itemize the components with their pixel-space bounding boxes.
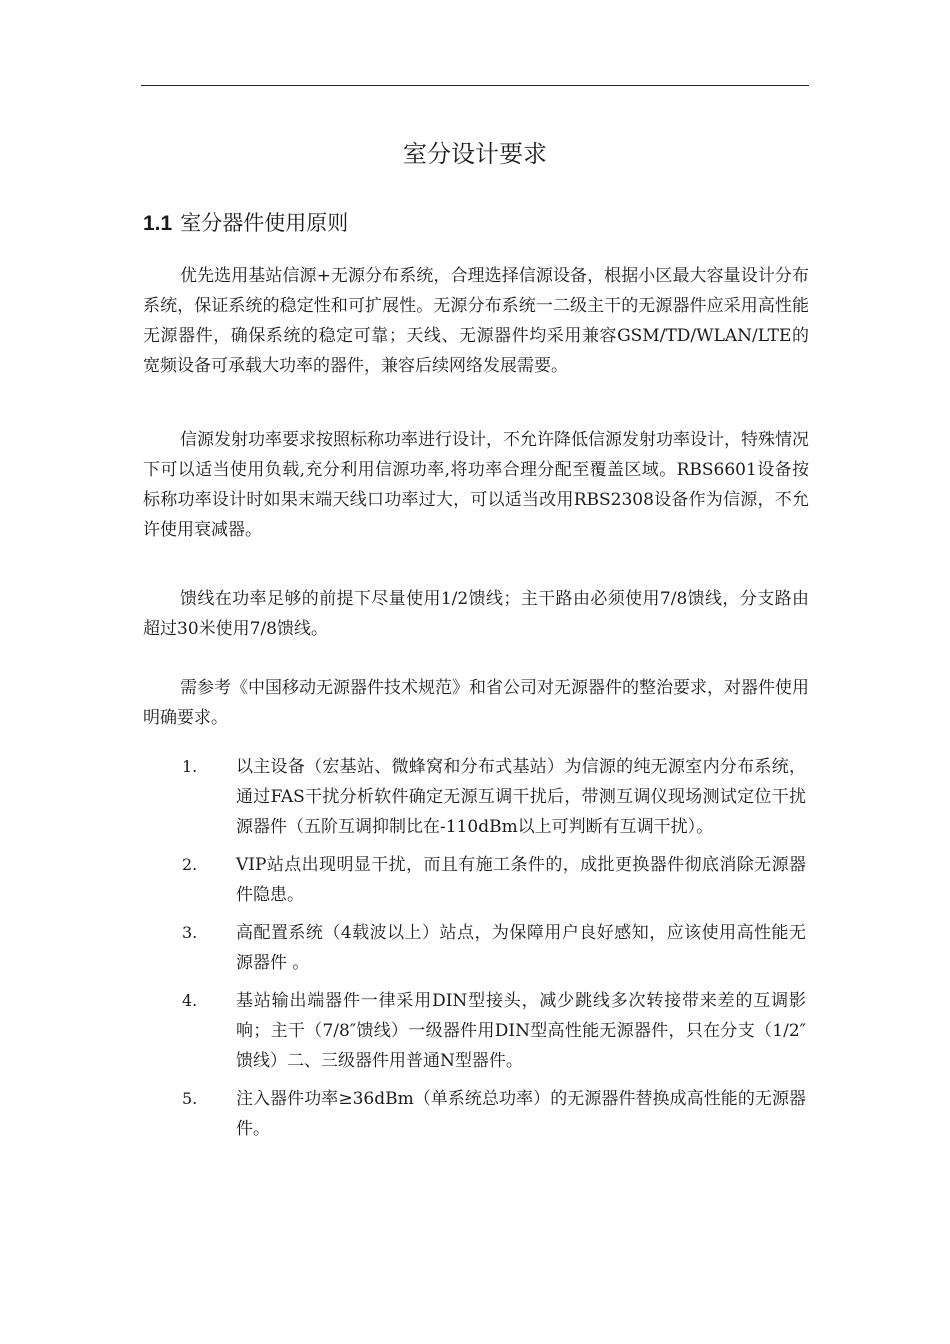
section-title: 室分器件使用原则 (180, 211, 349, 235)
list-marker: 5. (182, 1089, 198, 1108)
list-item (0, 1084, 950, 1144)
list-item-text: VIP站点出现明显干扰，而且有施工条件的，成批更换器件彻底消除无源器件隐患。 (236, 855, 806, 905)
list-item (0, 918, 950, 978)
requirements-list (0, 752, 950, 1152)
list-marker: 4. (182, 991, 198, 1010)
list-item-text: 注入器件功率≥36dBm（单系统总功率）的无源器件替换成高性能的无源器件。 (236, 1089, 806, 1139)
list-marker: 2. (182, 855, 198, 874)
section-heading (143, 207, 348, 240)
header-rule (141, 85, 809, 86)
list-marker: 3. (182, 923, 198, 942)
list-marker: 1. (182, 757, 198, 776)
list-item (0, 752, 950, 842)
paragraph-source-selection: 优先选用基站信源+无源分布系统，合理选择信源设备，根据小区最大容量设计分布系统，保证系统的稳定性和可扩展性。无源分布系统一二级主干的无源器件应采用高性能无源器件，确保系统的稳定可靠；天线、无源器件均采用兼容GSM/TD/WLAN/LTE的宽频设备可承载大功率的器件，兼容后续网络发展需要。 (143, 266, 809, 376)
list-item (0, 850, 950, 910)
paragraph-feeder: 馈线在功率足够的前提下尽量使用1/2馈线；主干路由必须使用7/8馈线，分支路由超过30米使用7/8馈线。 (143, 589, 809, 639)
list-item-text: 高配置系统（4载波以上）站点，为保障用户良好感知，应该使用高性能无源器件 。 (236, 923, 806, 973)
paragraph-transmit-power: 信源发射功率要求按照标称功率进行设计，不允许降低信源发射功率设计，特殊情况下可以适当使用负载,充分利用信源功率,将功率合理分配至覆盖区域。RBS6601设备按标称功率设计时如果末端天线口功率过大，可以适当改用RBS2308设备作为信源，不允许使用衰减器。 (143, 430, 809, 540)
section-number: 1.1 (143, 212, 173, 235)
list-item-text: 以主设备（宏基站、微蜂窝和分布式基站）为信源的纯无源室内分布系统，通过FAS干扰分析软件确定无源互调干扰后，带测互调仪现场测试定位干扰源器件（五阶互调抑制比在-110dBm以上可判断有互调干扰）。 (236, 757, 806, 837)
paragraph-reference-spec: 需参考《中国移动无源器件技术规范》和省公司对无源器件的整治要求，对器件使用明确要求。 (143, 678, 809, 728)
list-item (0, 986, 950, 1076)
document-title: 室分设计要求 (403, 140, 547, 168)
list-item-text: 基站输出端器件一律采用DIN型接头，减少跳线多次转接带来差的互调影响；主干（7/8″馈线）一级器件用DIN型高性能无源器件，只在分支（1/2″馈线）二、三级器件用普通N型器件。 (236, 991, 806, 1071)
